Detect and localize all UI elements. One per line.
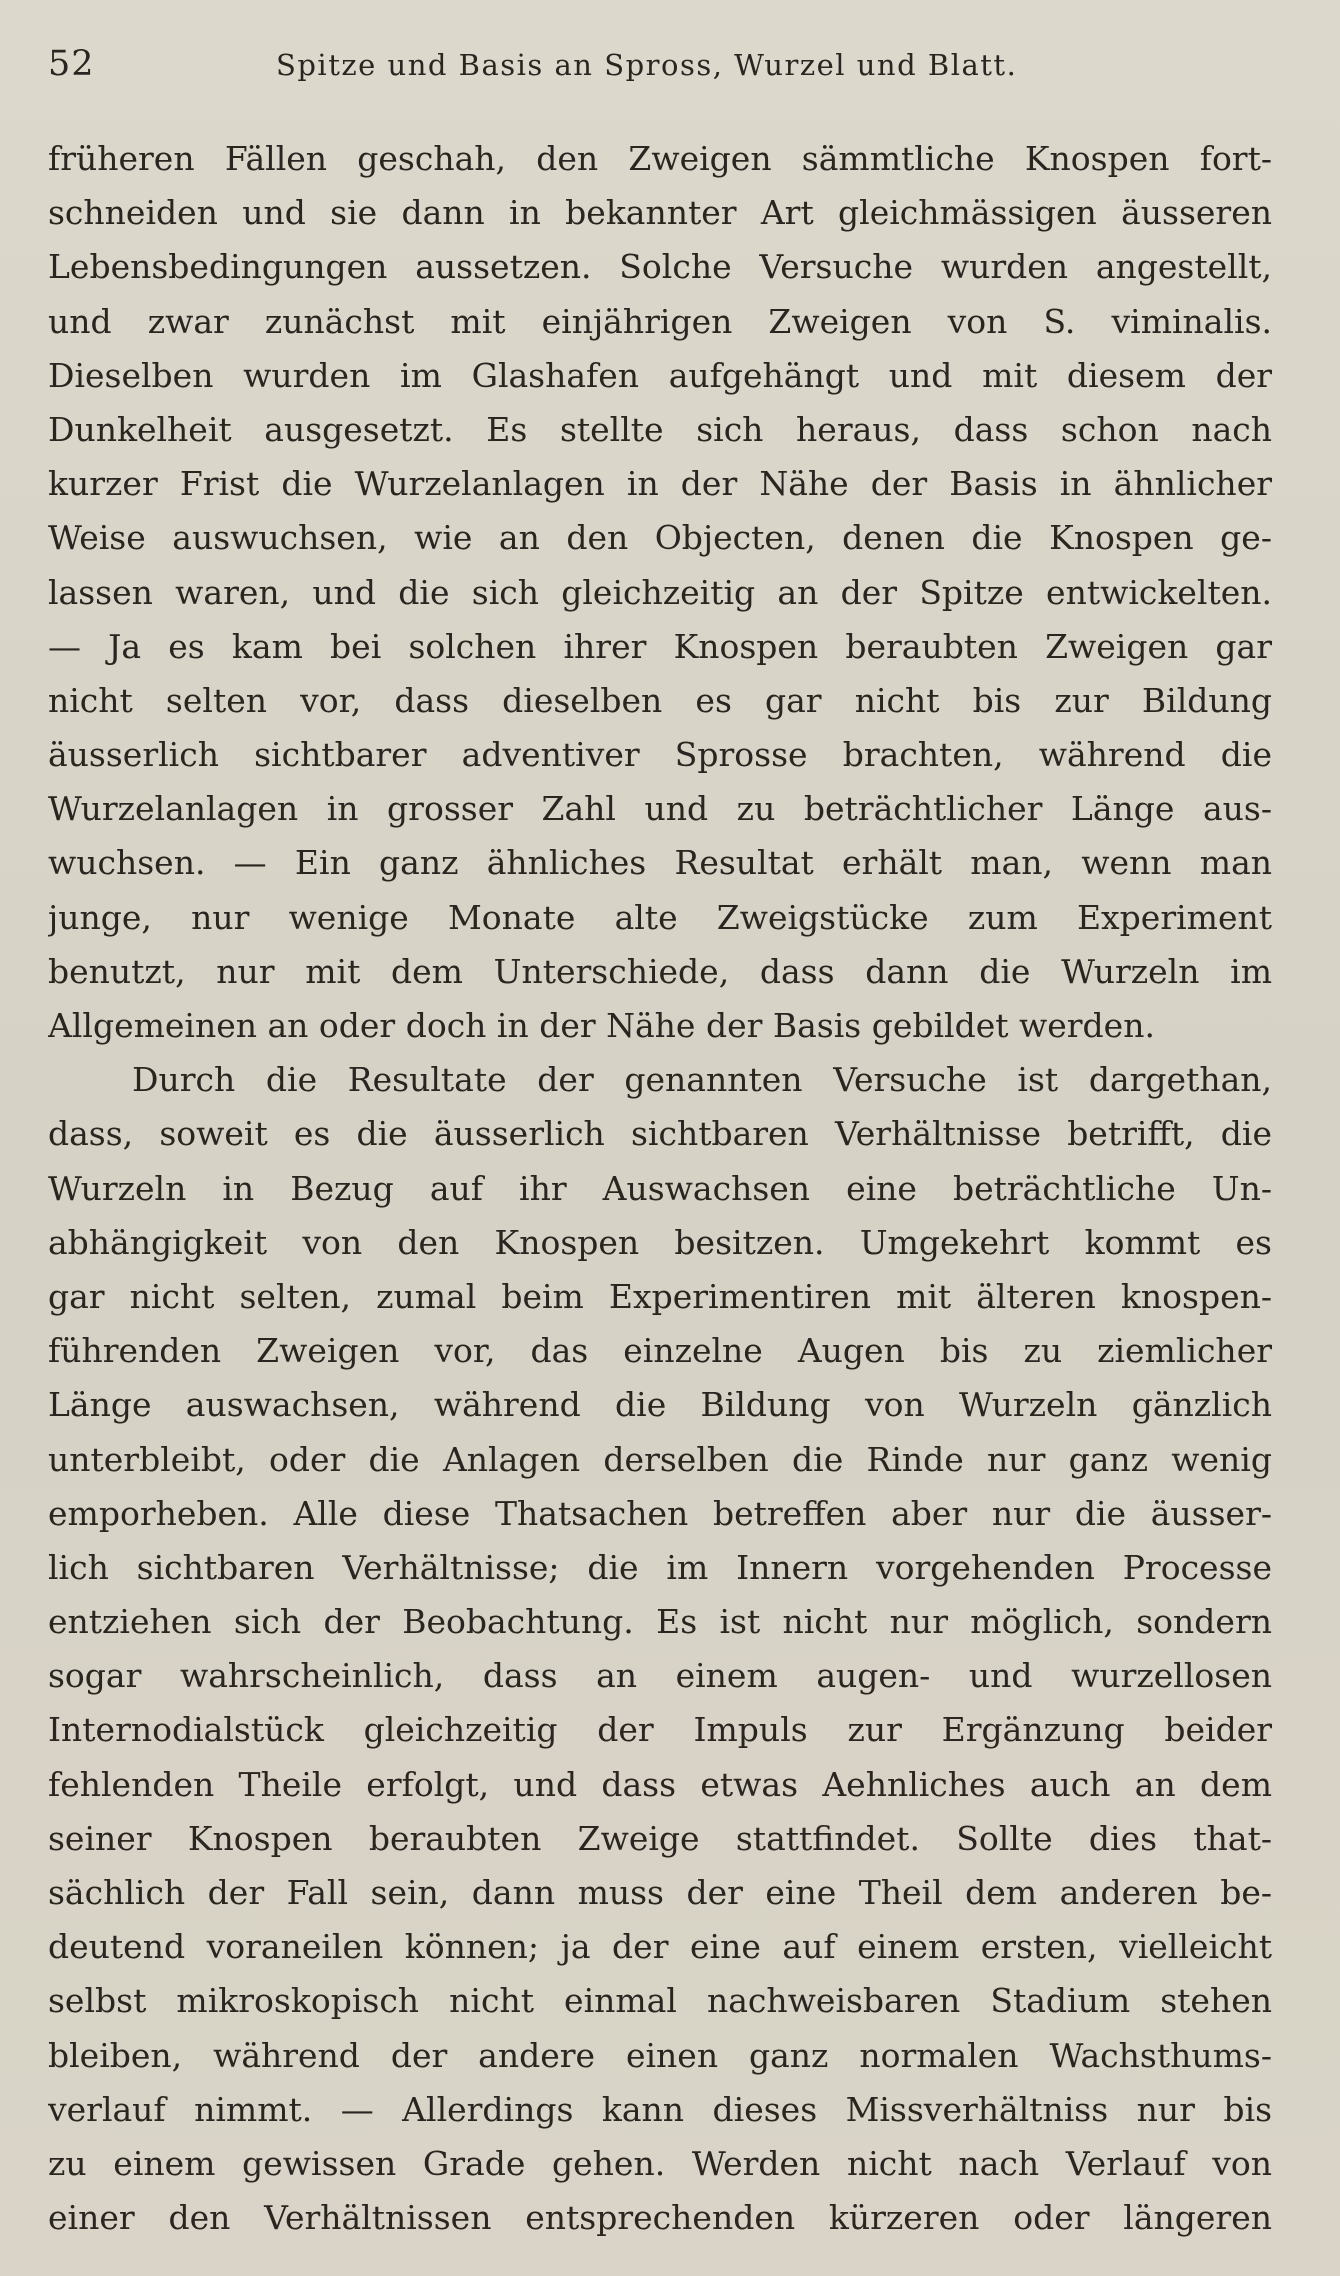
text-line: dass, soweit es die äusserlich sichtbaren Verhältnisse betrifft, die xyxy=(48,1114,1272,1154)
text-line: Dieselben wurden im Glashafen aufgehängt und mit diesem der xyxy=(48,355,1272,395)
text-line: abhängigkeit von den Knospen besitzen. Umgekehrt kommt es xyxy=(48,1222,1272,1262)
body-text xyxy=(48,132,1272,2245)
text-line: — Ja es kam bei solchen ihrer Knospen beraubten Zweigen gar xyxy=(48,626,1272,666)
text-line: Weise auswuchsen, wie an den Objecten, denen die Knospen ge- xyxy=(48,518,1272,558)
text-line: gar nicht selten, zumal beim Experimentiren mit älteren knospen- xyxy=(48,1276,1272,1316)
text-line: sogar wahrscheinlich, dass an einem augen- und wurzellosen xyxy=(48,1656,1272,1696)
text-line: lassen waren, und die sich gleichzeitig an der Spitze entwickelten. xyxy=(48,572,1272,612)
text-line: nicht selten vor, dass dieselben es gar nicht bis zur Bildung xyxy=(48,680,1272,720)
text-line: seiner Knospen beraubten Zweige stattfindet. Sollte dies that- xyxy=(48,1818,1272,1858)
text-line: deutend voraneilen können; ja der eine auf einem ersten, vielleicht xyxy=(48,1927,1272,1967)
text-line: unterbleibt, oder die Anlagen derselben die Rinde nur ganz wenig xyxy=(48,1439,1272,1479)
text-line: fehlenden Theile erfolgt, und dass etwas Aehnliches auch an dem xyxy=(48,1764,1272,1804)
text-line: Lebensbedingungen aussetzen. Solche Versuche wurden angestellt, xyxy=(48,247,1272,287)
running-head: Spitze und Basis an Spross, Wurzel und Blatt. xyxy=(276,48,1018,82)
text-line: Dunkelheit ausgesetzt. Es stellte sich heraus, dass schon nach xyxy=(48,409,1272,449)
text-line: äusserlich sichtbarer adventiver Sprosse brachten, während die xyxy=(48,735,1272,775)
text-line: benutzt, nur mit dem Unterschiede, dass dann die Wurzeln im xyxy=(48,951,1272,991)
paragraph-first-line: Durch die Resultate der genannten Versuche ist dargethan, xyxy=(132,1060,1272,1100)
text-line: Allgemeinen an oder doch in der Nähe der Basis gebildet werden. xyxy=(48,1006,1155,1045)
text-line: sächlich der Fall sein, dann muss der eine Theil dem anderen be- xyxy=(48,1873,1272,1912)
text-line: kurzer Frist die Wurzelanlagen in der Nähe der Basis in ähnlicher xyxy=(48,464,1272,504)
text-line: wuchsen. — Ein ganz ähnliches Resultat erhält man, wenn man xyxy=(48,843,1272,883)
text-line: selbst mikroskopisch nicht einmal nachweisbaren Stadium stehen xyxy=(48,1981,1272,2021)
text-line: bleiben, während der andere einen ganz normalen Wachsthums- xyxy=(48,2035,1272,2075)
text-line: verlauf nimmt. — Allerdings kann dieses Missverhältniss nur bis xyxy=(48,2089,1272,2129)
text-line: junge, nur wenige Monate alte Zweigstücke zum Experiment xyxy=(48,897,1272,937)
text-line: Länge auswachsen, während die Bildung von Wurzeln gänzlich xyxy=(48,1385,1272,1425)
text-line: emporheben. Alle diese Thatsachen betreffen aber nur die äusser- xyxy=(48,1493,1272,1533)
text-line: Wurzelanlagen in grosser Zahl und zu beträchtlicher Länge aus- xyxy=(48,789,1272,829)
text-line: zu einem gewissen Grade gehen. Werden nicht nach Verlauf von xyxy=(48,2143,1272,2183)
text-line: schneiden und sie dann in bekannter Art gleichmässigen äusseren xyxy=(48,193,1272,233)
text-line: entziehen sich der Beobachtung. Es ist nicht nur möglich, sondern xyxy=(48,1602,1272,1642)
text-line: und zwar zunächst mit einjährigen Zweigen von S. viminalis. xyxy=(48,301,1272,341)
text-line: Wurzeln in Bezug auf ihr Auswachsen eine beträchtliche Un- xyxy=(48,1168,1272,1208)
page-header xyxy=(48,44,1280,90)
text-line: früheren Fällen geschah, den Zweigen sämmtliche Knospen fort- xyxy=(48,139,1272,178)
text-line: führenden Zweigen vor, das einzelne Augen bis zu ziemlicher xyxy=(48,1331,1272,1371)
text-line: lich sichtbaren Verhältnisse; die im Innern vorgehenden Processe xyxy=(48,1547,1272,1587)
text-line: Internodialstück gleichzeitig der Impuls zur Ergänzung beider xyxy=(48,1710,1272,1750)
text-line: einer den Verhältnissen entsprechenden kürzeren oder längeren xyxy=(48,2198,1272,2238)
page-number: 52 xyxy=(48,44,95,84)
